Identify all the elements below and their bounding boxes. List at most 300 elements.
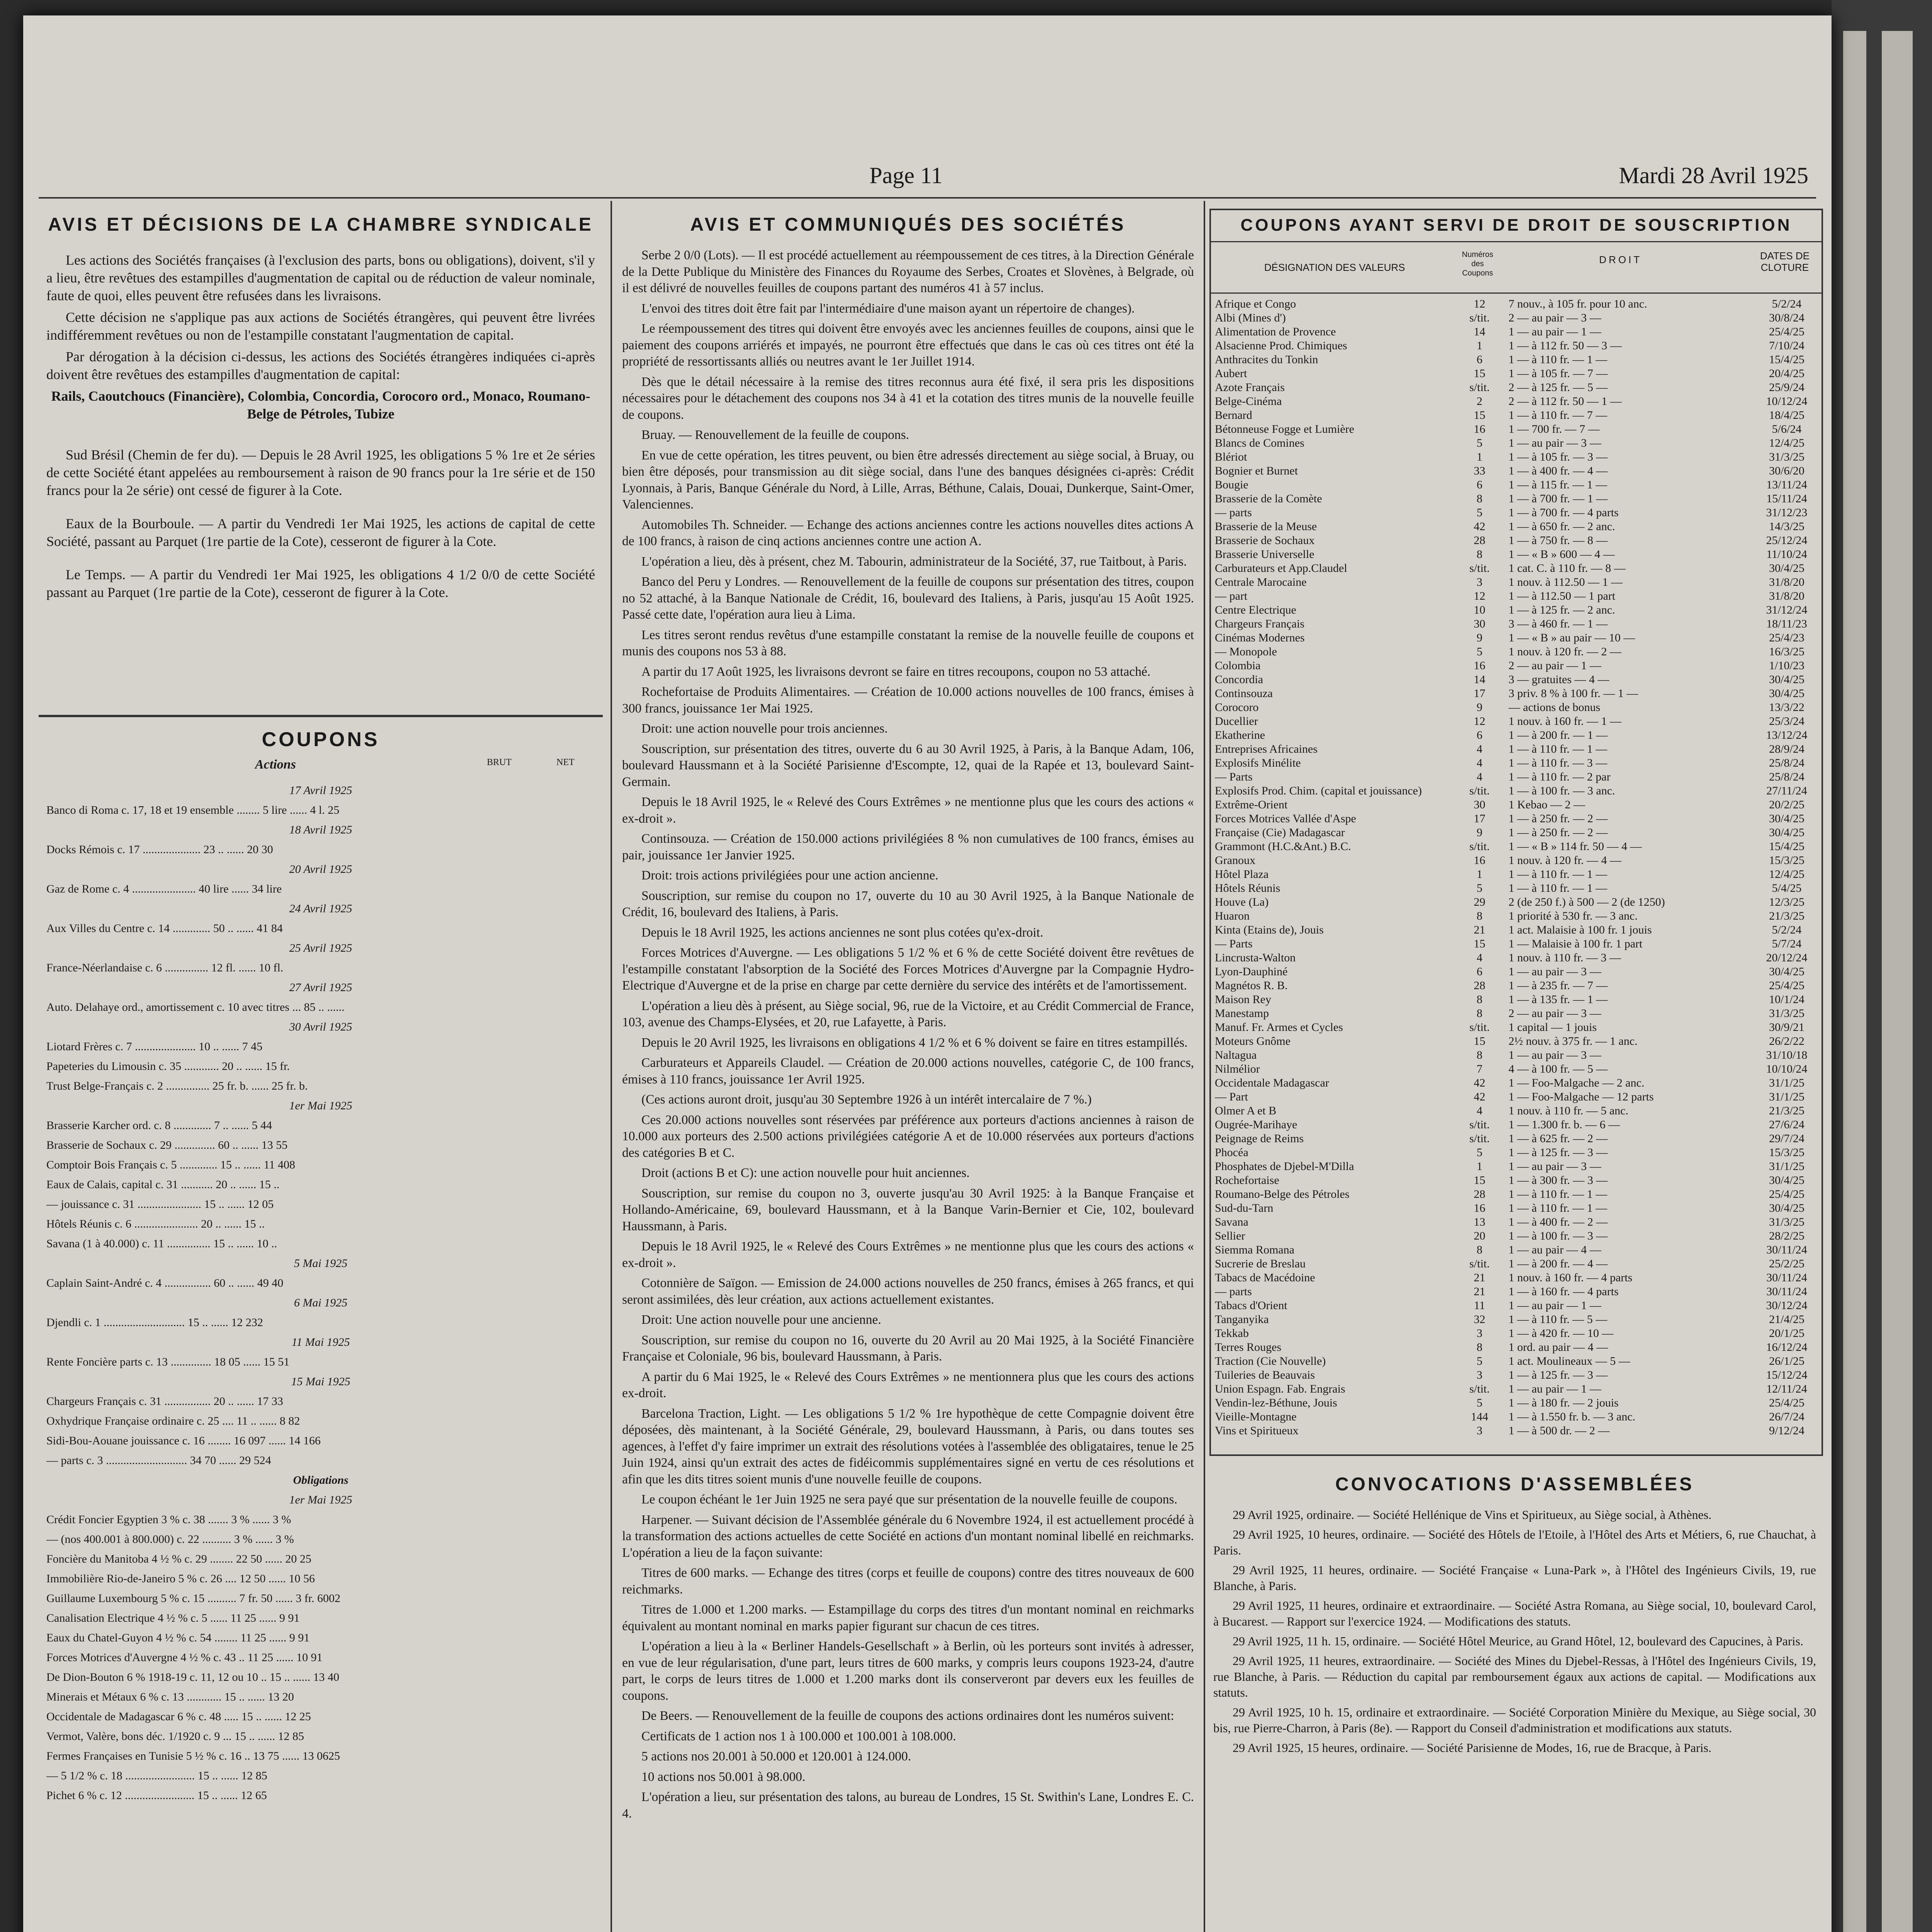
souscription-coupon: s/tit. [1469,311,1490,324]
souscription-droit: 1 nouv. à 160 fr. — 1 — [1509,715,1622,728]
souscription-droit: 7 nouv., à 105 fr. pour 10 anc. [1509,298,1647,310]
souscription-droit: 1 — Foo-Malgache — 12 parts [1509,1090,1654,1103]
newspaper-page [23,15,1832,1932]
souscription-valeur: Bétonneuse Fogge et Lumière [1215,423,1354,435]
souscription-date: 31/10/18 [1766,1049,1808,1061]
souscription-coupon: 5 [1476,506,1483,519]
souscription-coupon: 17 [1474,687,1485,700]
souscription-date: 13/12/24 [1766,729,1808,742]
souscription-coupon: 4 [1476,951,1483,964]
souscription-droit: 1 — au pair — 1 — [1509,325,1601,338]
convocations-text [1213,1507,1816,1760]
souscription-date: 20/12/24 [1766,951,1808,964]
avis-paragraph: Banco del Peru y Londres. — Renouvellement de la feuille de coupons sur présentation des titres, coupon no 52 attaché, à la Banque Nationale de Crédit, 16, boulevard des Italiens, à Paris, jusqu'au 15 Août 1925. Passé cette date, l'opération aura lieu à Lima. [622,575,1194,622]
souscription-valeur: Terres Rouges [1215,1341,1282,1354]
coupon-row: Guillaume Luxembourg 5 % c. 15 .......... 7 fr. 50 ...... 3 fr. 6002 [46,1592,341,1605]
avis-paragraph: A partir du 17 Août 1925, les livraisons devront se faire en titres recoupons, coupon no 53 attaché. [641,664,1151,679]
souscription-valeur: — part [1215,590,1248,602]
souscription-valeur: Bougie [1215,478,1248,491]
souscription-row [1215,1327,1818,1340]
souscription-valeur: Bognier et Burnet [1215,464,1298,477]
souscription-coupon: 30 [1474,617,1485,630]
souscription-valeur: Kinta (Etains de), Jouis [1215,923,1324,936]
coupon-row: Forces Motrices d'Auvergne 4 ½ % c. 43 .. 11 25 ...... 10 91 [46,1651,323,1664]
souscription-date: 30/4/25 [1769,965,1804,978]
souscription-droit: 1 — à 200 fr. — 1 — [1509,729,1608,742]
coupon-row: Fermes Françaises en Tunisie 5 ½ % c. 16 .. 13 75 ...... 13 0625 [46,1750,340,1762]
souscription-coupon: 8 [1476,1341,1483,1354]
souscription-row [1215,464,1818,478]
souscription-valeur: Phosphates de Djebel-M'Dilla [1215,1160,1354,1173]
coupon-row: — jouissance c. 31 ...................... 15 .. ...... 12 05 [46,1198,274,1211]
coupon-date-heading: 20 Avril 1925 [289,863,352,876]
convocation-paragraph: 29 Avril 1925, 11 h. 15, ordinaire. — Société Hôtel Meurice, au Grand Hôtel, 12, boulevard des Capucines, à Paris. [1233,1634,1803,1648]
coupon-date-heading: 11 Mai 1925 [291,1336,350,1349]
souscription-row [1215,1132,1818,1146]
souscription-row [1215,450,1818,464]
avis-paragraph: Cotonnière de Saïgon. — Emission de 24.000 actions nouvelles de 250 francs, émises à 265 francs, et qui seront assimilées, dès leur création, aux actions actuellement existantes. [622,1276,1194,1307]
souscription-coupon: 8 [1476,1007,1483,1020]
souscription-valeur: Corocoro [1215,701,1259,714]
souscription-valeur: Occidentale Madagascar [1215,1077,1329,1089]
souscription-coupon: 12 [1474,715,1485,728]
souscription-droit: 1 — à 105 fr. — 3 — [1509,451,1608,463]
souscription-date: 13/3/22 [1769,701,1804,714]
souscription-coupon: 17 [1474,812,1485,825]
souscription-droit: 1 — à 110 fr. — 1 — [1509,868,1607,881]
souscription-coupon: 16 [1474,659,1485,672]
souscription-coupon: 8 [1476,1243,1483,1256]
souscription-droit: 3 — gratuites — 4 — [1509,673,1609,686]
souscription-coupon: 12 [1474,590,1485,602]
souscription-coupon: s/tit. [1469,1021,1490,1034]
souscription-coupon: 9 [1476,701,1483,714]
souscription-coupon: 5 [1476,882,1483,895]
souscription-date: 14/3/25 [1769,520,1804,533]
souscription-row [1215,1160,1818,1173]
souscription-date: 18/11/23 [1766,617,1807,630]
page-date: Mardi 28 Avril 1925 [1619,163,1808,188]
souscription-coupon: 6 [1476,729,1483,742]
page-number: Page 11 [869,163,943,188]
souscription-coupon: 16 [1474,423,1485,435]
souscription-coupon: 13 [1474,1216,1485,1228]
coupon-row: Crédit Foncier Egyptien 3 % c. 38 ....... 3 % ...... 3 % [46,1513,291,1526]
souscription-droit: 1 — à 112.50 — 1 part [1509,590,1616,602]
souscription-droit: 1 — à 110 fr. — 1 — [1509,1188,1607,1201]
souscription-valeur: Afrique et Congo [1215,298,1296,310]
avis-paragraph: Barcelona Traction, Light. — Les obligations 5 1/2 % 1re hypothèque de cette Compagnie doivent être déposées, dès maintenant, à la Société Générale, 29, boulevard Haussmann, à Paris, ou dans toutes ses agences, à l'effet d'y faire imprimer un extrait des résolutions votées à l'assemblée des obligataires, tenue le 25 Juin 1924, ainsi qu'un extrait des actes de fidéicommis supplémentaires signé en vertu de ces résolutions et afin que les dits titres soient munis d'une nouvelle feuille de coupons. [622,1406,1194,1486]
avis-paragraph: L'opération a lieu, sur présentation des talons, au bureau de Londres, 15 St. Swithin's Lane, Londres E. C. 4. [622,1790,1194,1821]
souscription-coupon: 7 [1476,1063,1483,1075]
souscription-row [1215,478,1818,492]
souscription-droit: 1 nouv. à 110 fr. — 3 — [1509,951,1621,964]
souscription-valeur: Chargeurs Français [1215,617,1304,630]
avis-paragraph: Depuis le 18 Avril 1925, le « Relevé des Cours Extrêmes » ne mentionne plus que les cours des actions « ex-droit ». [622,1239,1194,1270]
souscription-valeur: Maison Rey [1215,993,1271,1006]
souscription-valeur: Extrême-Orient [1215,798,1288,811]
souscription-row [1215,895,1818,909]
souscription-date: 10/10/24 [1766,1063,1808,1075]
avis-paragraph: Le réempoussement des titres qui doivent être envoyés avec les anciennes feuilles de coupons, ainsi que le paiement des coupons arriérés et impayés, ne pourront être effectués que dans le cas où ces titres ont été la propriété de ressortissants alliés ou neutres avant le 1er Juillet 1914. [622,321,1194,369]
souscription-valeur: Traction (Cie Nouvelle) [1215,1355,1326,1367]
convocation-paragraph: 29 Avril 1925, 10 h. 15, ordinaire et extraordinaire. — Société Corporation Minière du Mexique, au Siège social, 30 bis, rue Pierre-Charron, à Paris (8e). — Rapport du Conseil d'administration et modifications aux statuts. [1213,1705,1816,1735]
souscription-droit: 1 — à 420 fr. — 10 — [1509,1327,1614,1340]
souscription-valeur: — parts [1215,1285,1252,1298]
souscription-date: 31/1/25 [1769,1160,1804,1173]
coupon-date-heading: 15 Mai 1925 [291,1375,350,1388]
souscription-date: 12/4/25 [1769,437,1804,449]
souscription-list [1215,297,1818,1438]
coupons-h-net: NET [556,757,575,767]
souscription-droit: 1 ord. au pair — 4 — [1509,1341,1608,1354]
souscription-date: 30/4/25 [1769,1174,1804,1187]
souscription-row [1215,1382,1818,1396]
souscription-valeur: — Monopole [1215,645,1277,658]
coupon-date-heading: 18 Avril 1925 [289,823,352,836]
souscription-droit: 1 — à 110 fr. — 1 — [1509,1202,1607,1214]
souscription-row [1215,617,1818,631]
souscription-valeur: Savana [1215,1216,1248,1228]
souscription-coupon: 15 [1474,409,1485,422]
souscription-droit: 1 — à 180 fr. — 2 jouis [1509,1396,1619,1409]
souscription-droit: 1 — à 300 fr. — 3 — [1509,1174,1608,1187]
souscription-row [1215,798,1818,812]
souscription-valeur: Blériot [1215,451,1247,463]
souscription-date: 10/12/24 [1766,395,1808,408]
souscription-date: 11/10/24 [1766,548,1807,561]
souscription-row [1215,603,1818,617]
souscription-droit: 1 — Malaisie à 100 fr. 1 part [1509,937,1643,950]
souscription-row [1215,840,1818,854]
souscription-droit: 1 Kebao — 2 — [1509,798,1585,811]
souscription-valeur: — Parts [1215,770,1253,783]
souscription-coupon: 4 [1476,1104,1483,1117]
coupons-list [46,781,595,1805]
coupon-row: Eaux du Chatel-Guyon 4 ½ % c. 54 ........ 11 25 ...... 9 91 [46,1631,310,1644]
avis-paragraph: En vue de cette opération, les titres peuvent, ou bien être adressés directement au siège social, à Bruay, ou bien être déposés, pour transmission au dit siège social, dans l'une des banques désignées ci-après: Crédit Lyonnais, à Paris, Banque Générale du Nord, à Lille, Arras, Béthune, Calais, Douai, Dunkerque, Saint-Omer, Valenciennes. [622,448,1194,512]
souscription-coupon: 12 [1474,298,1485,310]
souscription-coupon: s/tit. [1469,1132,1490,1145]
souscription-row [1215,1007,1818,1020]
souscription-date: 25/8/24 [1769,757,1804,769]
souscription-date: 26/2/22 [1769,1035,1804,1048]
souscription-row [1215,1285,1818,1299]
souscription-valeur: Manestamp [1215,1007,1269,1020]
souscription-droit: 2 — au pair — 1 — [1509,659,1601,672]
souscription-droit: 2 — à 112 fr. 50 — 1 — [1509,395,1622,408]
souscription-row [1215,659,1818,673]
souscription-valeur: — parts [1215,506,1252,519]
souscription-date: 31/12/23 [1766,506,1808,519]
coupon-row: Pichet 6 % c. 12 ........................ 15 .. ...... 12 65 [46,1789,267,1802]
souscription-row [1215,1340,1818,1354]
coupon-date-heading: 1er Mai 1925 [289,1099,352,1112]
souscription-row [1215,325,1818,339]
souscription-droit: 1 — à 110 fr. — 3 — [1509,757,1607,769]
souscription-coupon: 6 [1476,353,1483,366]
souscription-date: 15/12/24 [1766,1369,1808,1381]
souscription-valeur: Carburateurs et App.Claudel [1215,562,1347,575]
souscription-valeur: Explosifs Prod. Chim. (capital et jouissance) [1215,784,1422,797]
souscription-valeur: Tanganyika [1215,1313,1269,1326]
coupon-row: Auto. Delahaye ord., amortissement c. 10 avec titres ... 85 .. ...... [46,1001,345,1014]
avis-paragraph: 10 actions nos 50.001 à 98.000. [641,1769,806,1784]
souscription-row [1215,1229,1818,1243]
souscription-valeur: Moteurs Gnôme [1215,1035,1291,1048]
souscription-row [1215,1034,1818,1048]
souscription-coupon: 15 [1474,1174,1485,1187]
souscription-row [1215,965,1818,979]
souscription-droit: — actions de bonus [1509,701,1600,714]
souscription-valeur: Ducellier [1215,715,1258,728]
souscription-droit: 1 — à 650 fr. — 2 anc. [1509,520,1615,533]
chambre-syndicale-box [39,209,603,672]
chambre-title: AVIS ET DÉCISIONS DE LA CHAMBRE SYNDICALE [48,214,594,235]
coupons-title: COUPONS [262,728,380,751]
souscription-coupon: 3 [1476,1369,1483,1381]
avis-paragraph: Titres de 1.000 et 1.200 marks. — Estampillage du corps des titres d'un montant nominal en reichmarks équivalent au montant nominal en marks papier figurant sur chacun de ces titres. [622,1602,1194,1633]
avis-paragraph: Bruay. — Renouvellement de la feuille de coupons. [641,428,909,442]
souscription-coupon: 2 [1476,395,1483,408]
souscription-coupon: 1 [1476,868,1483,881]
souscription-valeur: Bernard [1215,409,1252,422]
souscription-valeur: Tekkab [1215,1327,1249,1340]
souscription-row [1215,673,1818,687]
souscription-valeur: Aubert [1215,367,1247,380]
souscription-valeur: Grammont (H.C.&Ant.) B.C. [1215,840,1351,853]
souscription-valeur: Siemma Romana [1215,1243,1294,1256]
souscription-coupon: 14 [1474,673,1485,686]
convocation-paragraph: 29 Avril 1925, ordinaire. — Société Hellénique de Vins et Spiritueux, au Siège social, à Athènes. [1233,1508,1712,1522]
souscription-date: 25/3/24 [1769,715,1804,728]
souscription-section [1209,209,1823,1456]
souscription-row [1215,381,1818,395]
souscription-valeur: Alimentation de Provence [1215,325,1336,338]
souscription-date: 31/1/25 [1769,1090,1804,1103]
coupon-row: — (nos 400.001 à 800.000) c. 22 .......... 3 % ...... 3 % [46,1533,294,1546]
souscription-coupon: 32 [1474,1313,1485,1326]
souscription-row [1215,311,1818,325]
coupon-row: Liotard Frères c. 7 ..................... 10 .. ...... 7 45 [46,1040,263,1053]
souscription-valeur: Brasserie de Sochaux [1215,534,1315,547]
souscription-droit: 1 — à 105 fr. — 7 — [1509,367,1608,380]
souscription-h-droit: DROIT [1599,254,1642,265]
souscription-valeur: Peignage de Reims [1215,1132,1304,1145]
souscription-row [1215,561,1818,575]
chambre-p1: Les actions des Sociétés françaises (à l'exclusion des parts, bons ou obligations), doivent, s'il y a lieu, être revêtues des estampilles d'augmentation de capital ou de réduction de valeur nominale, faute de quoi, elles peuvent être refusées dans les livraisons. [46,252,595,303]
souscription-coupon: s/tit. [1469,1257,1490,1270]
souscription-date: 30/11/24 [1766,1271,1807,1284]
souscription-date: 5/2/24 [1772,298,1802,310]
coupon-row: Hôtels Réunis c. 6 ...................... 20 .. ...... 15 .. [46,1218,265,1230]
souscription-row [1215,589,1818,603]
souscription-valeur: Anthracites du Tonkin [1215,353,1318,366]
souscription-date: 1/10/23 [1769,659,1804,672]
coupon-date-heading: 6 Mai 1925 [294,1296,348,1309]
souscription-droit: 1 nouv. à 120 fr. — 4 — [1509,854,1622,867]
souscription-valeur: Cinémas Modernes [1215,631,1305,644]
convocations-title: CONVOCATIONS D'ASSEMBLÉES [1335,1474,1694,1495]
souscription-date: 12/4/25 [1769,868,1804,881]
souscription-coupon: 3 [1476,576,1483,588]
souscription-valeur: Hôtels Réunis [1215,882,1281,895]
souscription-row [1215,923,1818,937]
souscription-coupon: 5 [1476,1146,1483,1159]
avis-paragraph: L'envoi des titres doit être fait par l'intermédiaire d'une maison ayant un répertoire de changes). [641,301,1135,316]
souscription-date: 31/3/25 [1769,1216,1804,1228]
souscription-row [1215,1062,1818,1076]
avis-paragraph: Souscription, sur remise du coupon no 16, ouverte du 20 Avril au 20 Mai 1925, à la Société Financière Française et Coloniale, 96 bis, boulevard Haussmann, à Paris. [622,1333,1194,1364]
souscription-date: 25/4/23 [1769,631,1804,644]
souscription-valeur: Olmer A et B [1215,1104,1277,1117]
souscription-date: 18/4/25 [1769,409,1804,422]
souscription-valeur: Continsouza [1215,687,1273,700]
chambre-p2: Cette décision ne s'applique pas aux actions de Sociétés étrangères, qui peuvent être livrées indifféremment revêtues ou non de l'estampille constatant l'augmentation de capital. [46,310,595,343]
souscription-row [1215,1104,1818,1118]
coupon-row: Banco di Roma c. 17, 18 et 19 ensemble ........ 5 lire ...... 4 l. 25 [46,804,340,816]
souscription-droit: 2 (de 250 f.) à 500 — 2 (de 1250) [1509,896,1665,908]
souscription-row [1215,1173,1818,1187]
coupon-row: Eaux de Calais, capital c. 31 ........... 20 .. ...... 15 .. [46,1178,280,1191]
souscription-row [1215,993,1818,1007]
souscription-date: 29/7/24 [1769,1132,1804,1145]
souscription-valeur: — Part [1215,1090,1248,1103]
souscription-coupon: 6 [1476,478,1483,491]
chambre-p5: Sud Brésil (Chemin de fer du). — Depuis le 28 Avril 1925, les obligations 5 % 1re et 2e séries de cette Société étant appelées au remboursement à raison de 90 francs pour la 1re série et de 150 francs pour la 2e série) ont cessé de figurer à la Cote. [46,447,595,498]
souscription-date: 25/12/24 [1766,534,1808,547]
souscription-droit: 1 act. Malaisie à 100 fr. 1 jouis [1509,923,1652,936]
souscription-row [1215,1090,1818,1104]
souscription-droit: 2 — au pair — 3 — [1509,1007,1601,1020]
souscription-droit: 1 — à 110 fr. — 1 — [1509,353,1607,366]
souscription-droit: 1 — à 125 fr. — 3 — [1509,1369,1608,1381]
souscription-date: 31/8/20 [1769,576,1804,588]
souscription-droit: 1 — à 250 fr. — 2 — [1509,826,1608,839]
souscription-droit: 1 cat. C. à 110 fr. — 8 — [1509,562,1626,575]
souscription-droit: 1 — à 400 fr. — 4 — [1509,464,1608,477]
page-header [46,162,1808,193]
souscription-date: 12/11/24 [1766,1383,1807,1395]
souscription-coupon: 14 [1474,325,1485,338]
souscription-coupon: 11 [1474,1299,1485,1312]
souscription-row [1215,728,1818,742]
souscription-date: 16/3/25 [1769,645,1804,658]
souscription-row [1215,408,1818,422]
convocation-paragraph: 29 Avril 1925, 15 heures, ordinaire. — Société Parisienne de Modes, 16, rue de Bracque, à Paris. [1233,1741,1712,1755]
souscription-coupon: 3 [1476,1327,1483,1340]
souscription-row [1215,1299,1818,1313]
souscription-droit: 1 — à 115 fr. — 1 — [1509,478,1607,491]
avis-paragraph: L'opération a lieu à la « Berliner Handels-Gesellschaft » à Berlin, où les porteurs sont invités à adresser, en vue de leur régularisation, d'une part, leurs titres de 600 marks, y compris leurs coupons 1923-24, d'autre part, le corps de leurs titres de 1.000 et 1.200 marks dont ils conserveront par devers eux les feuilles de coupons. [622,1639,1194,1703]
souscription-valeur: Ekatherine [1215,729,1265,742]
souscription-coupon: 15 [1474,937,1485,950]
souscription-coupon: 5 [1476,1355,1483,1367]
souscription-row [1215,353,1818,367]
souscription-valeur: Roumano-Belge des Pétroles [1215,1188,1350,1201]
souscription-droit: 1 — à 110 fr. — 1 — [1509,882,1607,895]
coupon-row: Foncière du Manitoba 4 ½ % c. 29 ........ 22 50 ...... 20 25 [46,1553,311,1565]
souscription-coupon: 21 [1474,1271,1485,1284]
convocations-section [1209,1468,1820,1932]
souscription-coupon: 8 [1476,492,1483,505]
souscription-date: 5/2/24 [1772,923,1802,936]
souscription-coupon: 5 [1476,1396,1483,1409]
avis-paragraph: Harpener. — Suivant décision de l'Assemblée générale du 6 Novembre 1924, il est actuellement procédé à la transformation des actions actuelles de cette Société en actions d'un montant nominal libellé en reichmarks. L'opération a lieu de la façon suivante: [622,1512,1194,1560]
souscription-row [1215,951,1818,965]
souscription-row [1215,979,1818,993]
souscription-valeur: Entreprises Africaines [1215,743,1318,755]
souscription-valeur: Albi (Mines d') [1215,311,1286,324]
souscription-row [1215,1118,1818,1132]
souscription-date: 15/3/25 [1769,1146,1804,1159]
souscription-droit: 1 — à 125 fr. — 3 — [1509,1146,1608,1159]
souscription-droit: 1 — à 1.550 fr. b. — 3 anc. [1509,1410,1636,1423]
souscription-coupon: 29 [1474,896,1485,908]
avis-paragraph: Continsouza. — Création de 150.000 actions privilégiées 8 % non cumulatives de 100 francs, émises au pair, jouissance 1er Janvier 1925. [622,832,1194,862]
avis-text [622,247,1194,1826]
coupon-date-heading: Obligations [293,1474,349,1486]
avis-paragraph: Le coupon échéant le 1er Juin 1925 ne sera payé que sur présentation de la nouvelle feuille de coupons. [641,1492,1177,1507]
souscription-date: 27/6/24 [1769,1118,1804,1131]
coupons-h-actions: Actions [255,757,296,772]
souscription-droit: 2 — à 125 fr. — 5 — [1509,381,1608,394]
avis-paragraph: Certificats de 1 action nos 1 à 100.000 et 100.001 à 108.000. [641,1729,956,1743]
souscription-row [1215,812,1818,826]
souscription-coupon: 42 [1474,1090,1485,1103]
avis-paragraph: A partir du 6 Mai 1925, le « Relevé des Cours Extrêmes » ne mentionnera plus que les cours des actions ex-droit. [622,1369,1194,1400]
souscription-row [1215,854,1818,867]
souscription-row [1215,1048,1818,1062]
coupon-date-heading: 24 Avril 1925 [289,902,352,915]
souscription-date: 21/3/25 [1769,910,1804,922]
coupon-row: Djendli c. 1 ............................ 15 .. ...... 12 232 [46,1316,263,1329]
souscription-row [1215,520,1818,534]
souscription-date: 15/11/24 [1766,492,1807,505]
souscription-row [1215,1076,1818,1090]
souscription-date: 31/1/25 [1769,1077,1804,1089]
souscription-droit: 1 act. Moulineaux — 5 — [1509,1355,1630,1367]
souscription-coupon: 1 [1476,451,1483,463]
coupon-date-heading: 30 Avril 1925 [289,1020,352,1033]
souscription-coupon: s/tit. [1469,1383,1490,1395]
souscription-row [1215,909,1818,923]
souscription-valeur: Centre Electrique [1215,604,1296,616]
convocation-paragraph: 29 Avril 1925, 10 heures, ordinaire. — Société des Hôtels de l'Etoile, à l'Hôtel des Arts et Métiers, 6, rue Chauchat, à Paris. [1213,1527,1816,1557]
souscription-row [1215,1146,1818,1160]
souscription-date: 31/12/24 [1766,604,1808,616]
souscription-coupon: 28 [1474,979,1485,992]
avis-paragraph: (Ces actions auront droit, jusqu'au 30 Septembre 1926 à un intérêt intercalaire de 7 %.) [641,1092,1092,1107]
chambre-p4: Rails, Caoutchoucs (Financière), Colombia, Concordia, Corocoro ord., Monaco, Roumano-Belge de Pétroles, Tubize [51,388,590,422]
souscription-coupon: 4 [1476,757,1483,769]
coupon-row: Sidi-Bou-Aouane jouissance c. 16 ........ 16 097 ...... 14 166 [46,1434,321,1447]
souscription-date: 25/4/25 [1769,979,1804,992]
souscription-row [1215,1424,1818,1438]
souscription-valeur: Forces Motrices Vallée d'Aspe [1215,812,1356,825]
souscription-row [1215,1368,1818,1382]
avis-paragraph: Droit: trois actions privilégiées pour une action ancienne. [641,868,939,883]
avis-paragraph: Les titres seront rendus revêtus d'une estampille constatant la remise de la nouvelle feuille de coupons et munis des coupons nos 53 à 88. [622,628,1194,658]
souscription-date: 30/4/25 [1769,812,1804,825]
avis-paragraph: Ces 20.000 actions nouvelles sont réservées par préférence aux porteurs d'actions anciennes à raison de 10.000 aux porteurs des 2.500 actions privilégiées catégorie A et de 10.000 réservées aux porteurs d'actions des catégories B et C. [622,1112,1194,1160]
coupon-row: Aux Villes du Centre c. 14 ............. 50 .. ...... 41 84 [46,922,283,935]
souscription-valeur: Vins et Spiritueux [1215,1424,1299,1437]
souscription-valeur: Alsacienne Prod. Chimiques [1215,339,1347,352]
souscription-row [1215,701,1818,714]
souscription-droit: 1 — à 110 fr. — 5 — [1509,1313,1607,1326]
souscription-droit: 1 nouv. à 120 fr. — 2 — [1509,645,1622,658]
